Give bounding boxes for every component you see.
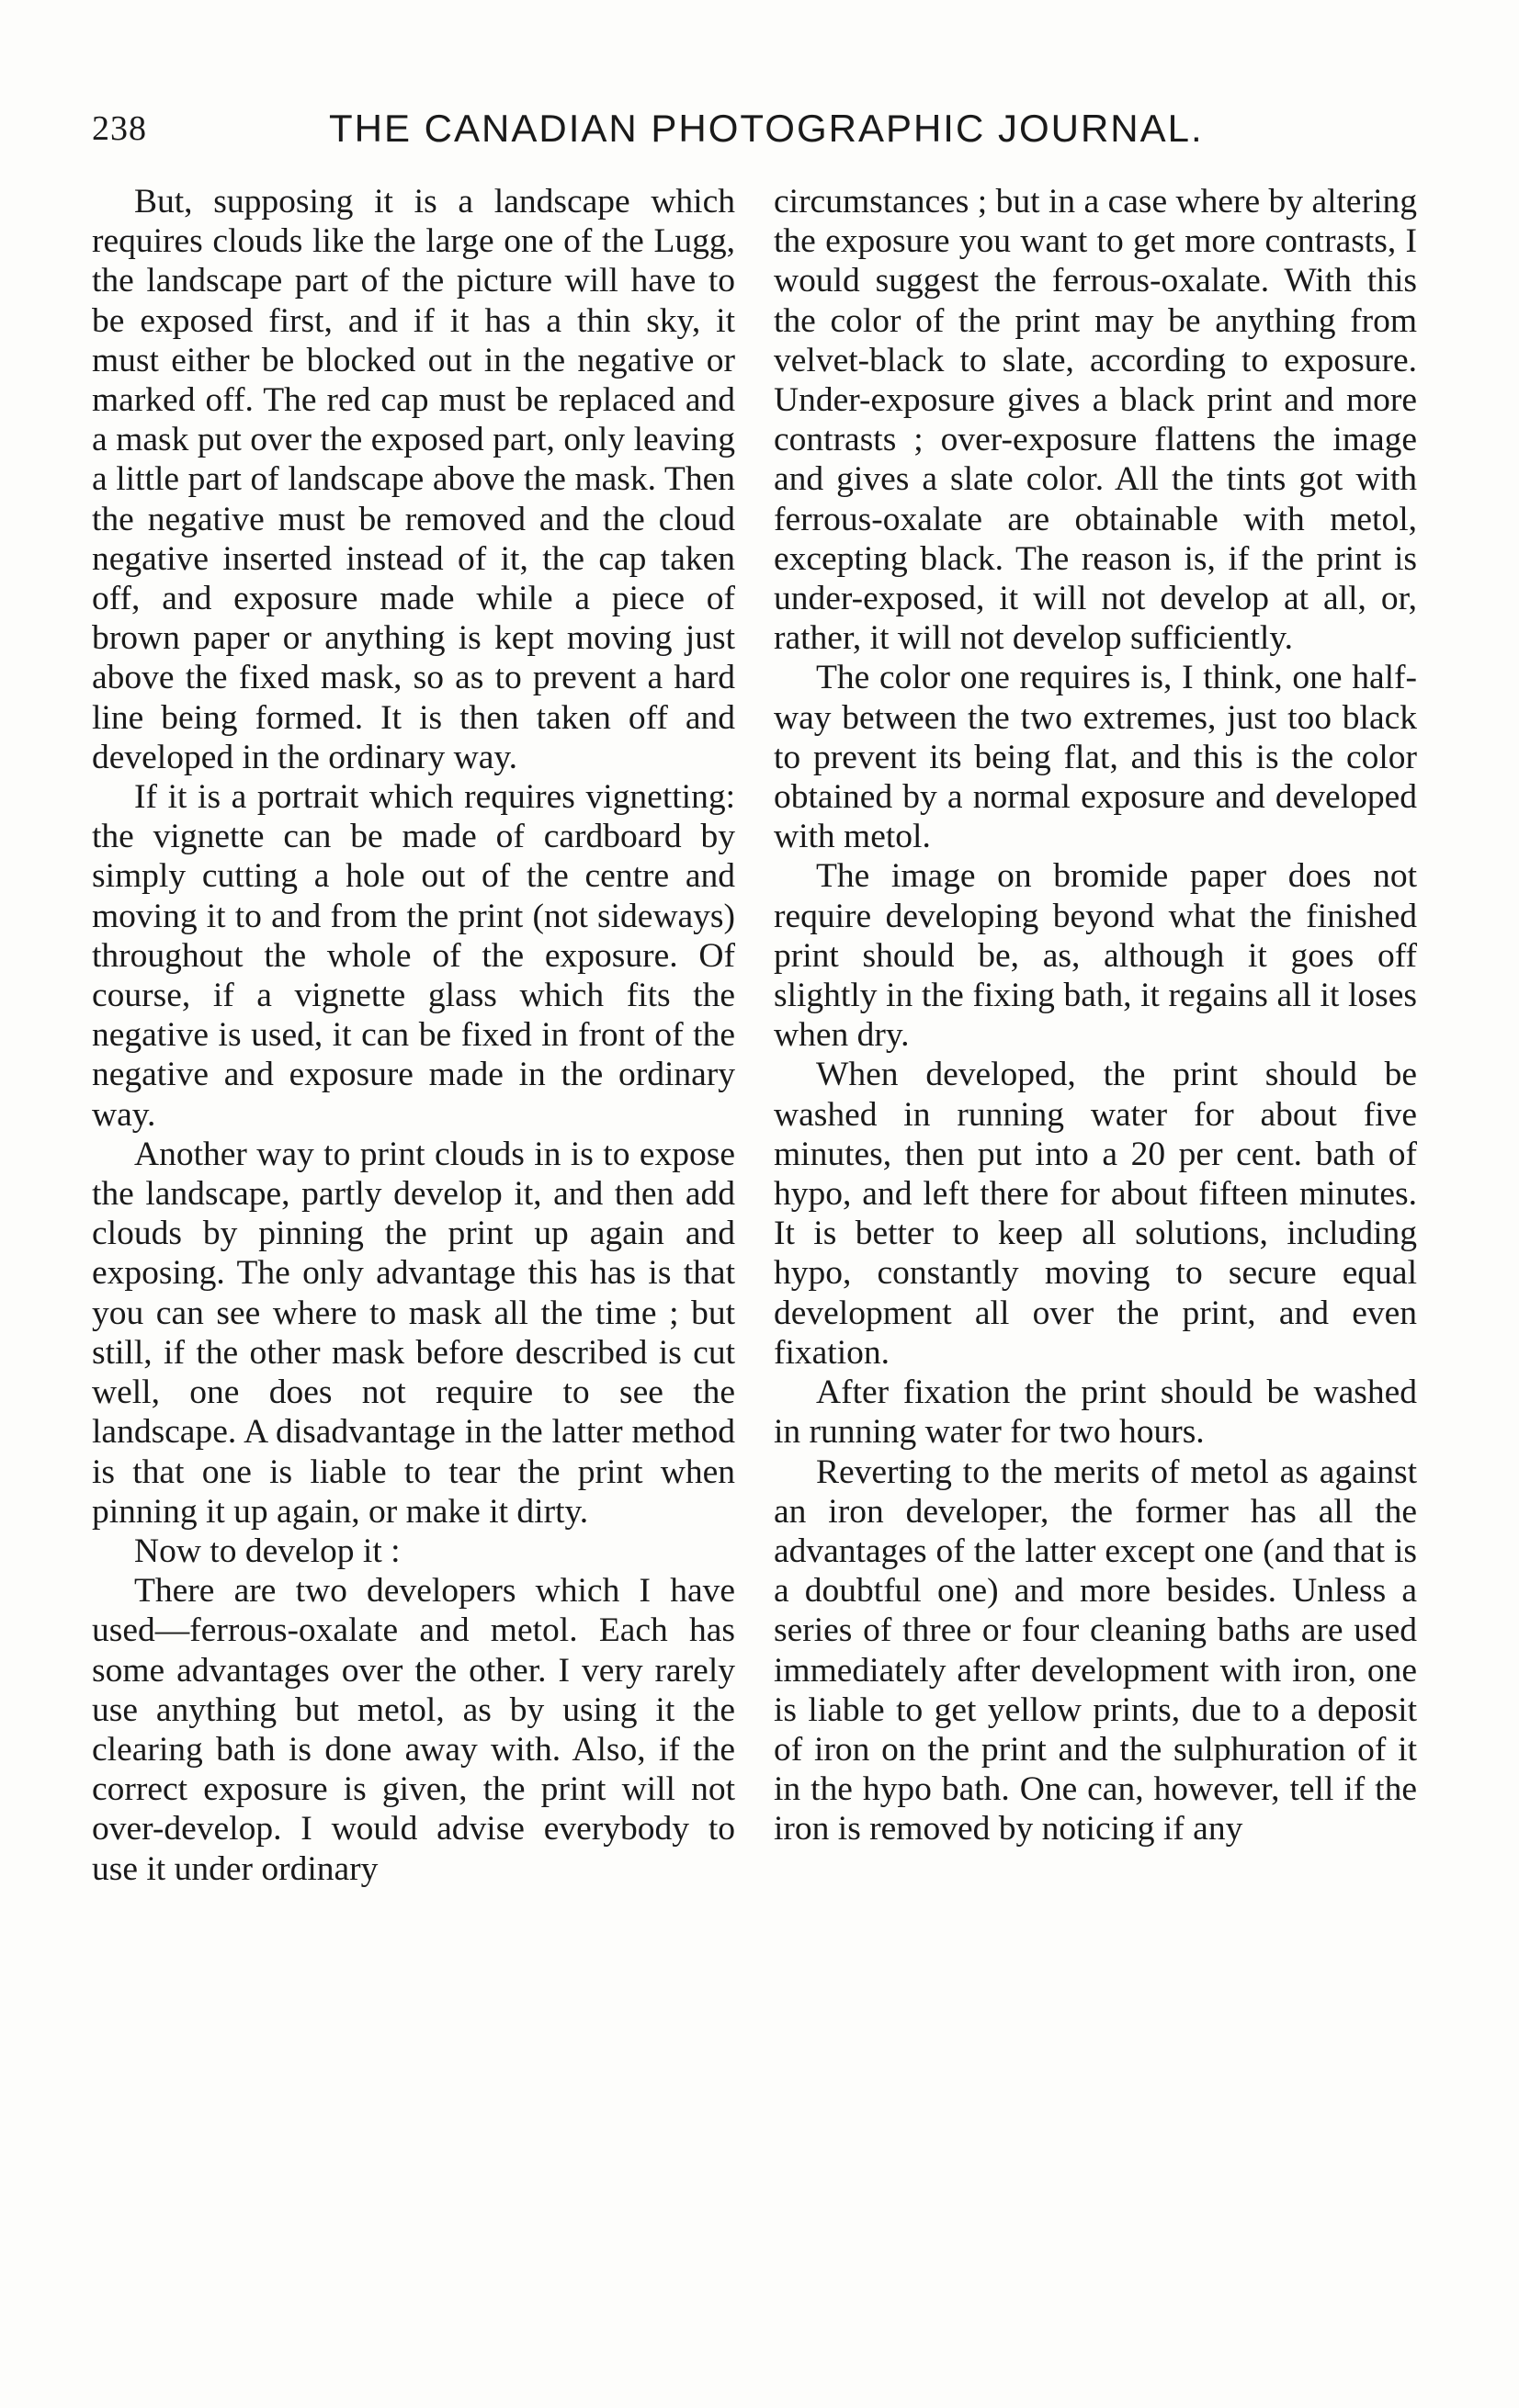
paragraph: If it is a portrait which requires vignetting: the vignette can be made of cardboard by simply cutting a hole out of the centre and moving it to and from the print (not sideways) throughout the whole of the exposure. Of course, if a vignette glass which fits the negative is used, it can be fixed in front of the negative and exposure made in the ordinary way. bbox=[92, 778, 735, 1134]
page-number: 238 bbox=[92, 109, 147, 148]
paragraph: But, supposing it is a landscape which requires clouds like the large one of the Lugg, the landscape part of the picture will have to be exposed first, and if it has a thin sky, it must either be blocked out in the negative or marked off. The red cap must be replaced and a mask put over the exposed part, only leaving a little part of landscape above the mask. Then the negative must be removed and the cloud negative inserted instead of it, the cap taken off, and exposure made while a piece of brown paper or anything is kept moving just above the fixed mask, so as to prevent a hard line being formed. It is then taken off and developed in the ordinary way. bbox=[92, 183, 735, 776]
paragraph: circumstances ; but in a case where by altering the exposure you want to get more contrasts, I would suggest the ferrous-oxalate. With this the color of the print may be anything from velvet-black to slate, according to exposure. Under-exposure gives a black print and more contrasts ; over-exposure flattens the image and gives a slate color. All the tints got with ferrous-oxalate are obtainable with metol, excepting black. The reason is, if the print is under-exposed, it will not develop at all, or, rather, it will not develop sufficiently. bbox=[774, 183, 1417, 658]
page-header bbox=[92, 108, 1424, 164]
paragraph: Another way to print clouds in is to expose the landscape, partly develop it, and then add clouds by pinning the print up again and exposing. The only advantage this has is that you can see where to mask all the time ; but still, if the other mask before described is cut well, one does not require to see the landscape. A disadvantage in the latter method is that one is liable to tear the print when pinning it up again, or make it dirty. bbox=[92, 1135, 735, 1531]
paragraph: The color one requires is, I think, one half-way between the two extremes, just too black to prevent its being flat, and this is the color obtained by a normal exposure and developed with metol. bbox=[774, 659, 1417, 856]
paragraph: After fixation the print should be washed in running water for two hours. bbox=[774, 1374, 1417, 1452]
left-column bbox=[92, 182, 735, 1889]
paragraph: When developed, the print should be washed in running water for about five minutes, then put into a 20 per cent. bath of hypo, and left there for about fifteen minutes. It is better to keep all solutions, including hypo, constantly moving to secure equal development all over the print, and even fixation. bbox=[774, 1056, 1417, 1372]
paragraph: The image on bromide paper does not require developing beyond what the finished print should be, as, although it goes off slightly in the fixing bath, it regains all it loses when dry. bbox=[774, 857, 1417, 1055]
right-column bbox=[774, 182, 1417, 1849]
paragraph: There are two developers which I have used—ferrous-oxalate and metol. Each has some advantages over the other. I very rarely use anything but metol, as by using it the clearing bath is done away with. Also, if the correct exposure is given, the print will not over-develop. I would advise everybody to use it under ordinary bbox=[92, 1572, 735, 1888]
paragraph: Reverting to the merits of metol as against an iron developer, the former has all the advantages of the latter except one (and that is a doubtful one) and more besides. Unless a series of three or four cleaning baths are used immediately after development with iron, one is liable to get yellow prints, due to a deposit of iron on the print and the sulphuration of it in the hypo bath. One can, however, tell if the iron is removed by noticing if any bbox=[774, 1453, 1417, 1848]
running-title: THE CANADIAN PHOTOGRAPHIC JOURNAL. bbox=[329, 107, 1204, 150]
paragraph: Now to develop it : bbox=[134, 1532, 401, 1570]
